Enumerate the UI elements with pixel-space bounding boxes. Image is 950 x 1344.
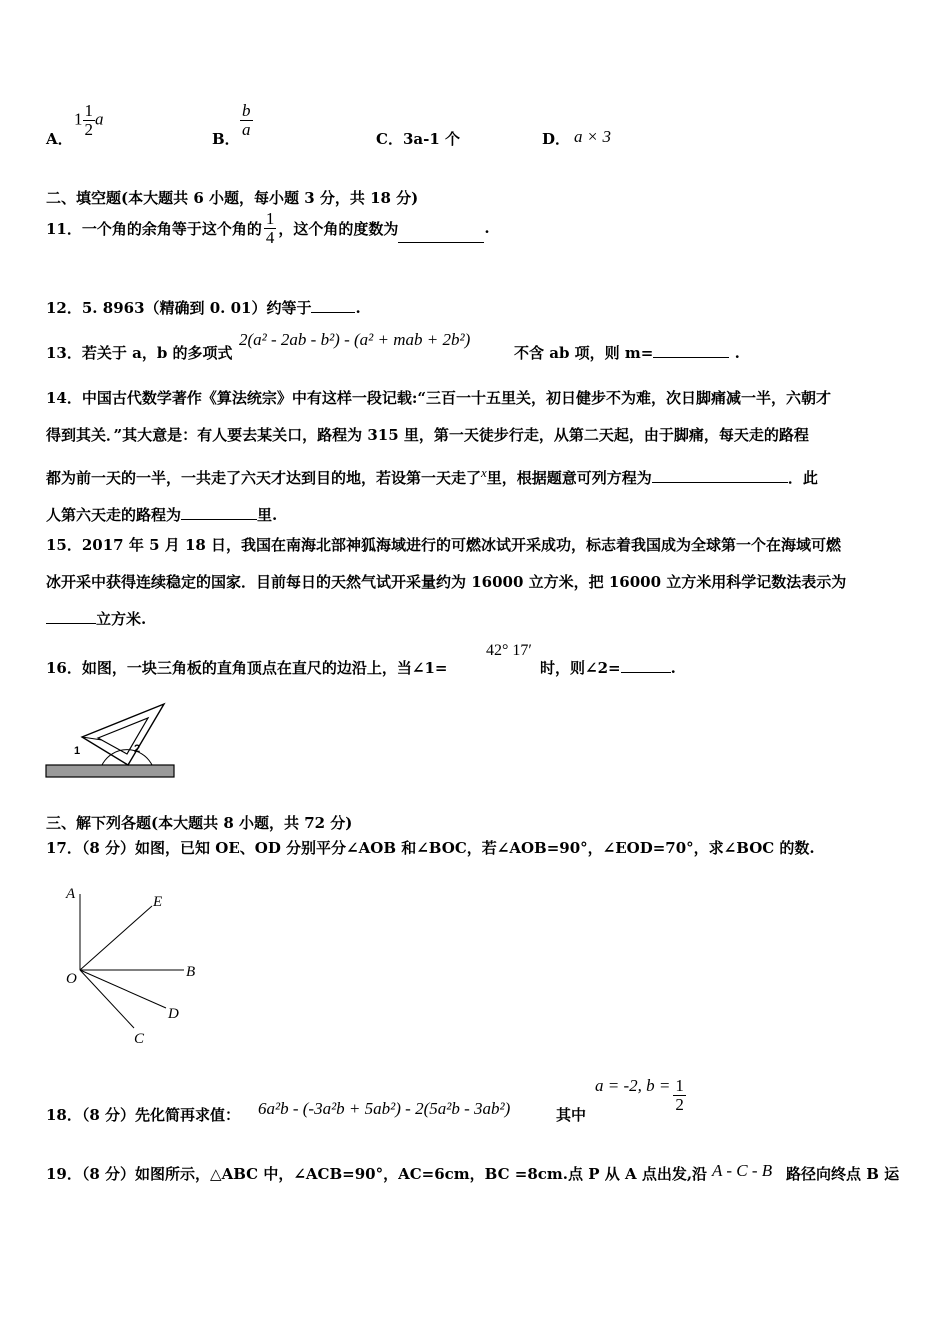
q16-answer-blank	[621, 658, 671, 673]
label-a: A	[66, 886, 76, 902]
option-b-label: B．	[212, 130, 240, 148]
q16-tail: 时，则∠2= .	[540, 659, 676, 677]
label-b: B	[186, 964, 196, 980]
q15-line3: 立方米.	[46, 601, 846, 638]
question-15	[46, 527, 846, 638]
option-a-var: a	[95, 109, 104, 129]
option-b-fraction: $\frac{b}{a}$	[242, 101, 251, 139]
option-a-whole: 1	[74, 109, 83, 129]
label-c: C	[134, 1031, 145, 1047]
q17-figure	[60, 880, 210, 1050]
question-12: 12．5. 8963（精确到 0. 01）约等于 .	[46, 299, 361, 317]
q14-line3: 都为前一天的一半，一共走了六天才达到目的地，若设第一天走了$^x$里，根据题意可列方程为 ．此	[46, 465, 818, 487]
q19-tail: 路径向终点 B 运	[786, 1165, 900, 1183]
q16-figure	[40, 696, 185, 784]
option-b-math	[240, 102, 253, 139]
q13-tail: 不含 ab 项，则 m= .	[514, 344, 740, 362]
question-14	[46, 380, 831, 534]
q18-expression: 6a²b - (-3a²b + 5ab²) - 2(5a²b - 3ab²)	[258, 1099, 511, 1118]
q18-condition: a = -2, b = $\frac{1}{2}$	[595, 1076, 684, 1114]
q15-line2: 冰开采中获得连续稳定的国家．目前每日的天然气试开采量约为 16000 立方米，把 16000 立方米用科学记数法表示为	[46, 573, 847, 591]
option-a-fraction: $\frac{1}{2}$	[84, 101, 93, 139]
question-18: 18．（8 分）先化简再求值：	[46, 1106, 241, 1124]
angle-label-1: 1	[74, 745, 81, 757]
q14-var-x: x	[481, 465, 487, 480]
q14-equation-blank	[652, 468, 788, 483]
q18-fraction: $\frac{1}{2}$	[675, 1076, 684, 1114]
question-19: 19．（8 分）如图所示，△ABC 中，∠ACB=90°，AC=6cm，BC =8cm.点 P 从 A 点出发,沿	[46, 1165, 708, 1183]
label-o: O	[66, 971, 77, 987]
option-a-math	[74, 102, 104, 139]
q13-polynomial: 2(a² - 2ab - b²) - (a² + mab + 2b²)	[239, 330, 471, 349]
option-a-label: A．	[46, 130, 73, 148]
q14-line2: 得到其关．”其大意是：有人要去某关口，路程为 315 里，第一天徒步行走，从第二天起，由于脚痛，每天走的路程	[46, 426, 809, 444]
section3-heading: 三、解下列各题(本大题共 8 小题，共 72 分)	[46, 814, 353, 832]
q16-angle-value: 42° 17′	[486, 642, 532, 659]
section2-heading: 二、填空题(本大题共 6 小题，每小题 3 分，共 18 分)	[46, 189, 419, 207]
q11-fraction: $\frac{1}{4}$	[265, 209, 275, 247]
ray-oe	[80, 906, 152, 970]
question-11: 11．一个角的余角等于这个角的 $\frac{1}{4}$ ，这个角的度数为 .	[46, 209, 490, 247]
q11-answer-blank	[398, 228, 484, 243]
option-d-expr: a × 3	[574, 127, 611, 146]
q14-distance-blank	[181, 505, 257, 520]
q15-line1: 15．2017 年 5 月 18 日，我国在南海北部神狐海域进行的可燃冰试开采成功，标志着我国成为全球第一个在海域可燃	[46, 536, 842, 554]
q14-line1: 14．中国古代数学著作《算法统宗》中有这样一段记载:“三百一十五里关，初日健步不为难，次日脚痛减一半，六朝才	[46, 389, 832, 407]
ray-od	[80, 970, 166, 1008]
ray-oc	[80, 970, 134, 1028]
q18-where: 其中	[556, 1106, 587, 1124]
option-d-label: D．	[542, 130, 571, 148]
label-e: E	[153, 894, 163, 910]
set-square-inner	[98, 718, 148, 754]
q14-line4: 人第六天走的路程为 里.	[46, 506, 278, 524]
q19-path: A - C - B	[712, 1161, 773, 1180]
q13-answer-blank	[653, 343, 729, 358]
option-c-label: C．3a-1 个	[376, 130, 460, 148]
label-d: D	[168, 1006, 179, 1022]
ruler	[46, 765, 174, 777]
question-16: 16．如图，一块三角板的直角顶点在直尺的边沿上，当∠1=	[46, 659, 448, 677]
q12-answer-blank	[311, 298, 355, 313]
question-17: 17．（8 分）如图，已知 OE、OD 分别平分∠AOB 和∠BOC，若∠AOB=90°，∠EOD=70°，求∠BOC 的数.	[46, 839, 815, 857]
angle-label-2: 2	[134, 743, 141, 755]
q15-answer-blank	[46, 609, 96, 624]
question-13: 13．若关于 a，b 的多项式	[46, 344, 233, 362]
